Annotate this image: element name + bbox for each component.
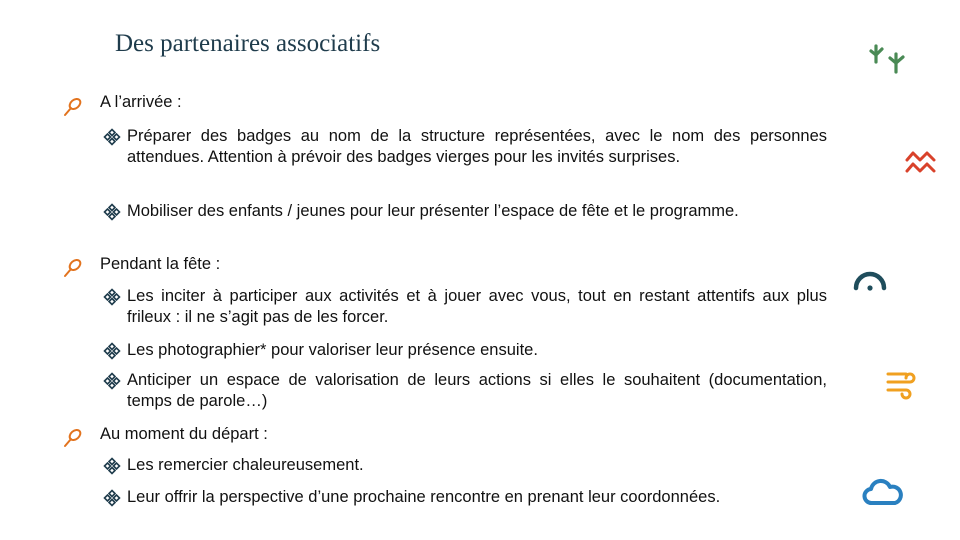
leaf-icon	[60, 426, 84, 450]
sprout-icon	[868, 40, 908, 76]
cloud-icon	[862, 478, 904, 508]
diamond-bullet-icon	[103, 342, 121, 360]
diamond-bullet-icon	[103, 457, 121, 475]
list-item-text: Les inciter à participer aux activités et à jouer avec vous, tout en restant attentifs aux plus frileux : il ne s’agit pas de les forcer.	[127, 287, 827, 326]
wind-icon	[884, 366, 920, 400]
diamond-bullet-icon	[103, 128, 121, 146]
list-item	[103, 126, 827, 168]
section-heading-arrival: A l’arrivée :	[100, 93, 182, 111]
list-item	[103, 340, 827, 361]
list-item-text: Préparer des badges au nom de la structure représentées, avec le nom des personnes attendues. Attention à prévoir des badges vierges pour les invités surprises.	[127, 127, 827, 166]
list-item	[103, 201, 827, 222]
list-item-text: Les photographier* pour valoriser leur présence ensuite.	[127, 341, 538, 359]
zigzag-icon	[904, 148, 938, 176]
list-item-text: Mobiliser des enfants / jeunes pour leur présenter l’espace de fête et le programme.	[127, 202, 739, 220]
list-item	[103, 487, 827, 508]
leaf-icon	[60, 95, 84, 119]
list-item	[103, 370, 827, 412]
list-item-text: Anticiper un espace de valorisation de leurs actions si elles le souhaitent (documentation, temps de parole…)	[127, 371, 827, 410]
page-title: Des partenaires associatifs	[115, 30, 381, 57]
list-item	[103, 286, 827, 328]
list-item-text: Les remercier chaleureusement.	[127, 456, 364, 474]
diamond-bullet-icon	[103, 288, 121, 306]
leaf-icon	[60, 256, 84, 280]
list-item-text: Leur offrir la perspective d’une prochaine rencontre en prenant leur coordonnées.	[127, 488, 721, 506]
section-heading-during: Pendant la fête :	[100, 255, 221, 273]
list-item	[103, 455, 827, 476]
section-heading-departure: Au moment du départ :	[100, 425, 268, 443]
diamond-bullet-icon	[103, 489, 121, 507]
diamond-bullet-icon	[103, 372, 121, 390]
arc-icon	[850, 266, 890, 294]
diamond-bullet-icon	[103, 203, 121, 221]
